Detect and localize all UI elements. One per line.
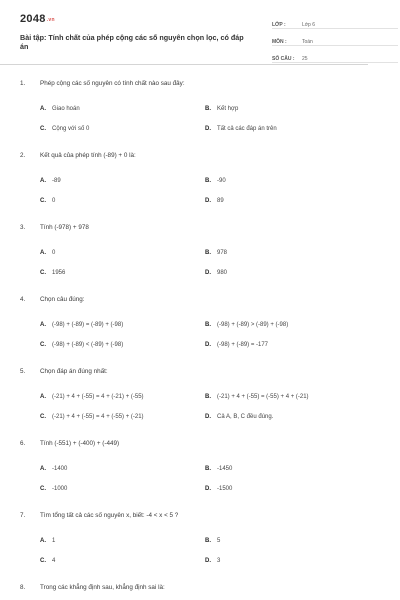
question-number: 8. bbox=[20, 584, 26, 591]
option-letter: C. bbox=[40, 342, 46, 348]
option-letter: D. bbox=[205, 486, 211, 492]
option-row bbox=[20, 198, 370, 218]
meta-row-subject bbox=[272, 31, 398, 46]
option-text: Cả A, B, C đều đúng. bbox=[217, 414, 274, 420]
meta-value: 25 bbox=[302, 56, 308, 62]
question-number: 2. bbox=[20, 152, 26, 159]
option-letter: C. bbox=[40, 558, 46, 564]
option-text: 978 bbox=[217, 250, 228, 256]
option-letter: B. bbox=[205, 394, 211, 400]
answer-option[interactable] bbox=[205, 106, 370, 126]
answer-option[interactable] bbox=[40, 106, 205, 126]
option-text: -1450 bbox=[217, 466, 233, 472]
meta-value: Lớp 6 bbox=[302, 22, 316, 28]
answer-option[interactable] bbox=[40, 538, 205, 558]
answer-option[interactable] bbox=[205, 126, 370, 146]
answer-option[interactable] bbox=[40, 270, 205, 290]
answer-option[interactable] bbox=[40, 178, 205, 198]
option-letter: D. bbox=[205, 198, 211, 204]
answer-option[interactable] bbox=[40, 342, 205, 362]
question-text: Kết quả của phép tính (-89) + 0 là: bbox=[40, 152, 136, 159]
option-row bbox=[20, 270, 370, 290]
option-text: (-21) + 4 + (-55) = 4 + (-21) + (-55) bbox=[52, 394, 144, 400]
option-letter: C. bbox=[40, 270, 46, 276]
meta-value: Toán bbox=[302, 39, 313, 45]
answer-option[interactable] bbox=[205, 178, 370, 198]
option-text: 1 bbox=[52, 538, 56, 544]
question-stem bbox=[20, 80, 370, 106]
meta-label: LỚP : bbox=[272, 22, 286, 28]
question-text: Tính (-978) + 978 bbox=[40, 224, 89, 231]
option-row bbox=[20, 486, 370, 506]
answer-option[interactable] bbox=[40, 414, 205, 434]
option-text: (-98) + (-89) > (-89) + (-98) bbox=[217, 322, 289, 328]
worksheet-meta bbox=[272, 14, 398, 65]
question-list bbox=[20, 80, 370, 600]
option-row bbox=[20, 414, 370, 434]
option-row bbox=[20, 250, 370, 270]
option-text: -1500 bbox=[217, 486, 233, 492]
question-number: 5. bbox=[20, 368, 26, 375]
option-text: (-98) + (-89) = (-89) + (-98) bbox=[52, 322, 124, 328]
option-text: (-98) + (-89) < (-89) + (-98) bbox=[52, 342, 124, 348]
option-row bbox=[20, 394, 370, 414]
option-letter: A. bbox=[40, 250, 46, 256]
option-text: (-98) + (-89) = -177 bbox=[217, 342, 269, 348]
answer-option[interactable] bbox=[205, 198, 370, 218]
answer-option[interactable] bbox=[205, 250, 370, 270]
answer-option[interactable] bbox=[205, 342, 370, 362]
option-letter: D. bbox=[205, 126, 211, 132]
option-row bbox=[20, 106, 370, 126]
answer-option[interactable] bbox=[40, 322, 205, 342]
question-4 bbox=[20, 296, 370, 368]
question-text: Phép cộng các số nguyên có tính chất nào sau đây: bbox=[40, 80, 185, 87]
option-text: 1956 bbox=[52, 270, 66, 276]
option-text: 0 bbox=[52, 198, 56, 204]
question-stem bbox=[20, 584, 370, 600]
option-letter: C. bbox=[40, 198, 46, 204]
option-text: 3 bbox=[217, 558, 221, 564]
answer-option[interactable] bbox=[40, 126, 205, 146]
option-text: 980 bbox=[217, 270, 228, 276]
option-letter: B. bbox=[205, 250, 211, 256]
option-text: Cộng với số 0 bbox=[52, 126, 90, 132]
question-number: 6. bbox=[20, 440, 26, 447]
option-letter: D. bbox=[205, 414, 211, 420]
option-text: -1000 bbox=[52, 486, 68, 492]
option-letter: B. bbox=[205, 538, 211, 544]
option-row bbox=[20, 558, 370, 578]
header-divider bbox=[0, 64, 368, 65]
option-letter: B. bbox=[205, 178, 211, 184]
option-letter: C. bbox=[40, 126, 46, 132]
question-text: Tìm tổng tất cả các số nguyên x, biết: -4 < x < 5 ? bbox=[40, 512, 179, 519]
question-text: Tính (-551) + (-400) + (-449) bbox=[40, 440, 120, 447]
question-number: 7. bbox=[20, 512, 26, 519]
option-letter: D. bbox=[205, 558, 211, 564]
option-letter: D. bbox=[205, 270, 211, 276]
question-5 bbox=[20, 368, 370, 440]
option-letter: C. bbox=[40, 486, 46, 492]
answer-option[interactable] bbox=[205, 270, 370, 290]
answer-option[interactable] bbox=[40, 394, 205, 414]
answer-option[interactable] bbox=[40, 486, 205, 506]
answer-option[interactable] bbox=[40, 198, 205, 218]
question-number: 3. bbox=[20, 224, 26, 231]
option-row bbox=[20, 126, 370, 146]
question-stem bbox=[20, 512, 370, 538]
option-text: 4 bbox=[52, 558, 56, 564]
answer-option[interactable] bbox=[205, 414, 370, 434]
option-letter: B. bbox=[205, 466, 211, 472]
question-text: Trong các khẳng định sau, khẳng định sai là: bbox=[40, 584, 165, 591]
answer-option[interactable] bbox=[205, 558, 370, 578]
option-letter: B. bbox=[205, 322, 211, 328]
meta-row-count bbox=[272, 48, 398, 63]
question-1 bbox=[20, 80, 370, 152]
option-text: -89 bbox=[52, 178, 61, 184]
answer-option[interactable] bbox=[40, 250, 205, 270]
answer-option[interactable] bbox=[205, 486, 370, 506]
answer-option[interactable] bbox=[40, 558, 205, 578]
question-number: 4. bbox=[20, 296, 26, 303]
option-letter: A. bbox=[40, 322, 46, 328]
option-letter: C. bbox=[40, 414, 46, 420]
worksheet-header bbox=[18, 0, 386, 60]
answer-option[interactable] bbox=[205, 466, 370, 486]
option-letter: A. bbox=[40, 538, 46, 544]
question-stem bbox=[20, 296, 370, 322]
option-text: -90 bbox=[217, 178, 226, 184]
answer-option[interactable] bbox=[205, 322, 370, 342]
option-row bbox=[20, 342, 370, 362]
question-stem bbox=[20, 224, 370, 250]
option-text: Tất cả các đáp án trên bbox=[217, 126, 277, 132]
question-text: Chọn đáp án đúng nhất: bbox=[40, 368, 108, 375]
question-number: 1. bbox=[20, 80, 26, 87]
option-letter: B. bbox=[205, 106, 211, 112]
option-text: Kết hợp bbox=[217, 106, 239, 112]
option-text: 0 bbox=[52, 250, 56, 256]
meta-label: MÔN : bbox=[272, 39, 287, 45]
answer-option[interactable] bbox=[205, 538, 370, 558]
option-letter: D. bbox=[205, 342, 211, 348]
option-text: (-21) + 4 + (-55) = (-55) + 4 + (-21) bbox=[217, 394, 309, 400]
meta-row-class bbox=[272, 14, 398, 29]
question-8 bbox=[20, 584, 370, 600]
option-text: Giao hoán bbox=[52, 106, 80, 112]
option-letter: A. bbox=[40, 178, 46, 184]
site-logo[interactable]: $2048^{.vn}$ bbox=[20, 13, 55, 25]
question-stem bbox=[20, 152, 370, 178]
option-text: 89 bbox=[217, 198, 224, 204]
option-letter: A. bbox=[40, 106, 46, 112]
question-stem bbox=[20, 440, 370, 466]
question-2 bbox=[20, 152, 370, 224]
option-row bbox=[20, 322, 370, 342]
question-6 bbox=[20, 440, 370, 512]
option-letter: A. bbox=[40, 394, 46, 400]
answer-option[interactable] bbox=[40, 466, 205, 486]
question-stem bbox=[20, 368, 370, 394]
meta-label: SỐ CÂU : bbox=[272, 56, 295, 62]
option-row bbox=[20, 538, 370, 558]
worksheet-title: Bài tập: Tính chất của phép cộng các số nguyên chọn lọc, có đáp án bbox=[20, 33, 244, 51]
option-text: (-21) + 4 + (-55) = 4 + (-55) + (-21) bbox=[52, 414, 144, 420]
answer-option[interactable] bbox=[205, 394, 370, 414]
option-text: 5 bbox=[217, 538, 221, 544]
question-text: Chọn câu đúng: bbox=[40, 296, 85, 303]
option-text: -1400 bbox=[52, 466, 68, 472]
option-letter: A. bbox=[40, 466, 46, 472]
question-7 bbox=[20, 512, 370, 584]
option-row bbox=[20, 178, 370, 198]
question-3 bbox=[20, 224, 370, 296]
option-row bbox=[20, 466, 370, 486]
